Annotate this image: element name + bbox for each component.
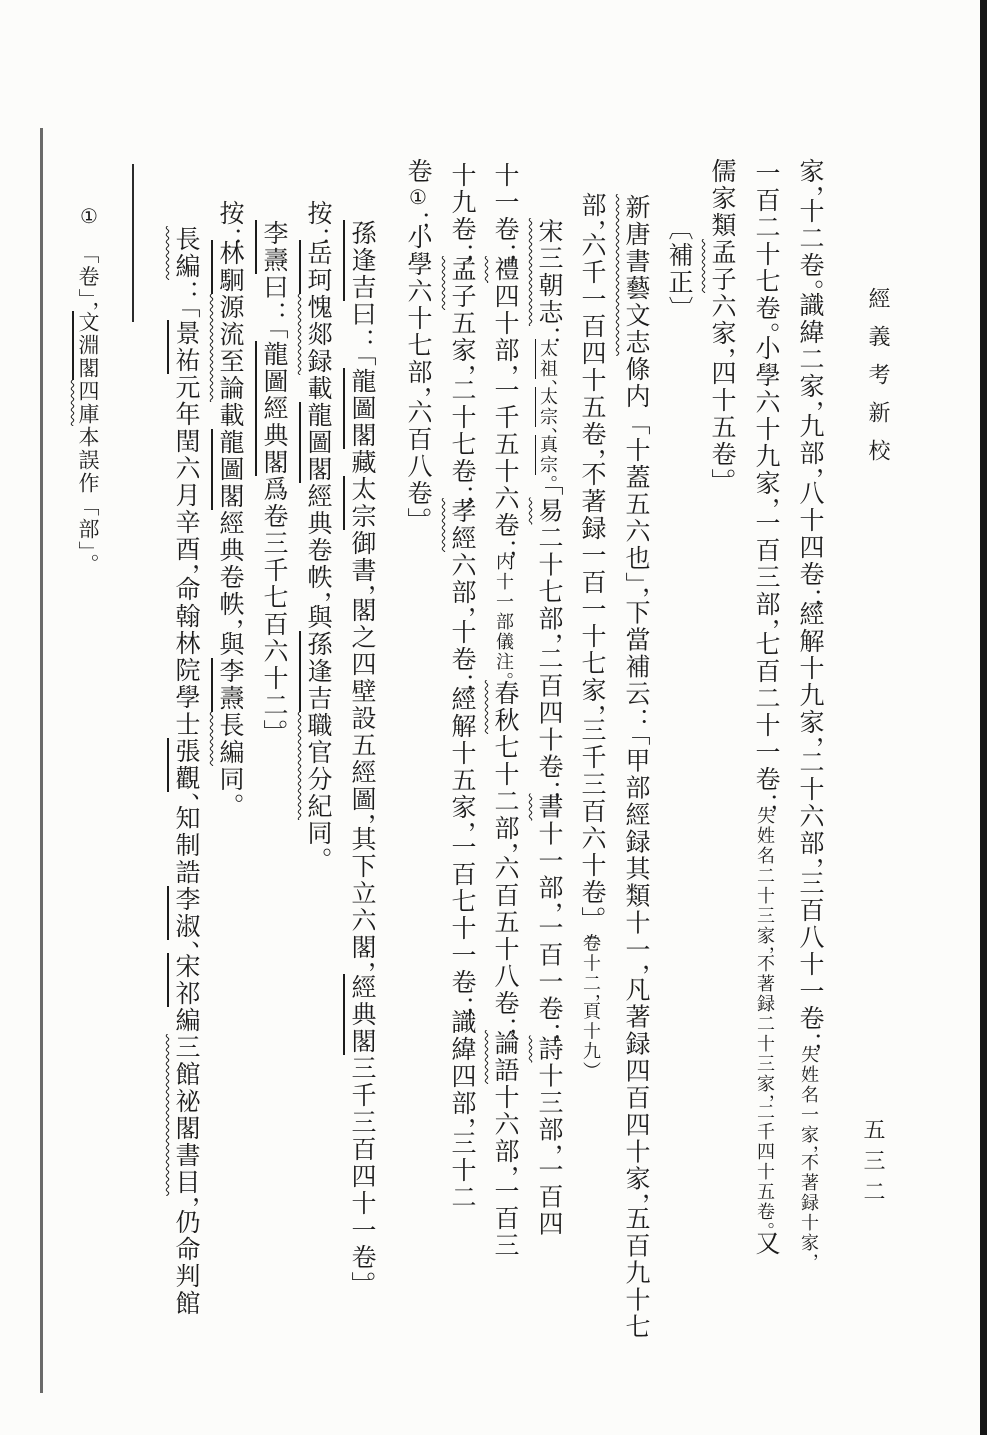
book-title-mark: 孝經 xyxy=(448,498,475,552)
text-column-9 xyxy=(448,162,475,1211)
book-title-mark: 孟子 xyxy=(708,239,735,293)
page-title: 經義考新校 xyxy=(866,287,891,477)
text-segment: ：「 xyxy=(172,280,199,320)
text-segment: 經典卷帙，與 xyxy=(216,510,243,658)
book-title-mark: 禮 xyxy=(491,256,518,283)
interlinear-note: 内十一部儀注。 xyxy=(494,552,514,680)
footnote-separator xyxy=(132,164,134,322)
proper-name-mark: 宋祁 xyxy=(172,953,199,1007)
interlinear-note: 失姓名一家，不著録十家， xyxy=(799,1045,819,1261)
text-segment xyxy=(76,230,100,253)
proper-name-mark: 經典閣 xyxy=(348,974,375,1055)
text-segment: 按： xyxy=(304,200,331,240)
text-segment: 〔補正〕 xyxy=(665,215,692,323)
proper-name-mark: 孫逢吉 xyxy=(304,631,331,712)
text-column-6 xyxy=(578,192,605,1070)
proper-name-mark: 景祐 xyxy=(172,320,199,374)
text-segment: 編 xyxy=(172,1007,199,1034)
text-segment: 、 xyxy=(172,940,199,953)
text-segment: 二十七部，二百四十卷； xyxy=(535,524,562,794)
book-title-mark: 四庫 xyxy=(76,380,100,426)
book-title-mark: 源流至論 xyxy=(216,294,243,402)
interlinear-note: 。 xyxy=(538,475,558,483)
text-segment: 、知制誥 xyxy=(172,792,199,886)
text-segment: 四十部，一千五十六卷； xyxy=(491,283,518,552)
text-segment: 同。 xyxy=(304,820,331,860)
text-segment: 同。 xyxy=(216,766,243,806)
text-segment: 經典卷帙，與 xyxy=(304,483,331,631)
proper-name-mark: 張觀 xyxy=(172,738,199,792)
text-segment: 三千三百四十一卷。」 xyxy=(348,1055,375,1299)
text-column-15 xyxy=(172,226,199,1317)
book-title-mark: 書 xyxy=(535,793,562,821)
page-gutter-shadow xyxy=(40,128,43,1393)
text-segment: 本誤作「部」。 xyxy=(76,426,100,564)
interlinear-note: 失姓名二十三家，不著録二十三家，二千四十五卷。 xyxy=(755,806,775,1230)
text-segment: 十三部，一百四 xyxy=(535,1062,562,1238)
proper-name-mark: 李燾 xyxy=(216,658,243,712)
proper-name-mark: 文淵閣 xyxy=(76,311,100,380)
text-column-5 xyxy=(622,194,649,1341)
text-segment: 一百二十七卷。小學六十九家，一百三部，七百二十一卷； xyxy=(752,160,779,806)
text-segment: 爲卷三千七百六十二。」 xyxy=(260,476,287,747)
book-title-mark: 三館祕閣書目 xyxy=(172,1034,199,1196)
text-segment: 十六部，一百三 xyxy=(491,1084,518,1259)
text-segment: 藏 xyxy=(348,449,375,476)
interlinear-note: 、 xyxy=(538,379,558,387)
text-segment: 「 xyxy=(535,483,562,498)
footnote-1 xyxy=(74,204,101,564)
book-title-mark: 論語 xyxy=(491,1030,518,1084)
text-segment: 曰：「 xyxy=(348,301,375,368)
text-segment: 家，十二卷。識緯二家，九部，八十四卷；經解十九家，二十六部，三百八十一卷； xyxy=(796,158,823,1045)
footnote-ref: ① xyxy=(77,204,99,230)
text-segment: 卷 xyxy=(404,158,431,185)
text-segment: 十九卷； xyxy=(448,162,475,256)
text-segment: 按： xyxy=(216,200,243,240)
proper-name-mark: 李淑 xyxy=(172,886,199,940)
book-title-mark: 新唐書藝文志 xyxy=(622,194,649,356)
text-segment: 五家，二十七卷； xyxy=(448,310,475,498)
book-title-mark: 愧郯録 xyxy=(304,294,331,375)
text-segment: 六家，四十五卷。」 xyxy=(708,293,735,496)
text-segment: ；小學六十七部，六百八卷。」 xyxy=(404,211,431,535)
text-segment: 七十二部，六百五十八卷； xyxy=(491,734,518,1030)
book-title-mark: 詩 xyxy=(535,1035,562,1063)
text-segment: 「卷」， xyxy=(76,253,100,311)
page-edge-right xyxy=(980,0,987,1435)
book-title-mark: 春秋 xyxy=(491,680,518,734)
interlinear-note-name: 太祖 xyxy=(538,339,558,379)
proper-name-mark: 龍圖閣 xyxy=(216,429,243,510)
proper-name-mark: 李燾 xyxy=(260,220,287,274)
proper-name-mark: 太宗 xyxy=(348,476,375,530)
interlinear-note: 、 xyxy=(538,427,558,435)
interlinear-note-name: 真宗 xyxy=(538,435,558,475)
text-column-1 xyxy=(796,158,823,1261)
proper-name-mark: 龍圖經典閣 xyxy=(260,341,287,476)
proper-name-mark: 龍圖閣 xyxy=(304,402,331,483)
text-column-3 xyxy=(708,158,735,496)
proper-name-mark: 孫逢吉 xyxy=(348,220,375,301)
text-segment: 六部，十卷；經解十五家，一百七十一卷；識緯四部，三十二 xyxy=(448,552,475,1211)
book-title-mark: 宋三朝志 xyxy=(535,218,562,326)
text-segment: 載 xyxy=(304,375,331,402)
text-column-13 xyxy=(260,220,287,747)
text-segment: 曰：「 xyxy=(260,274,287,341)
interlinear-note: 卷十二，頁十九） xyxy=(581,933,601,1070)
text-column-2 xyxy=(752,160,779,1257)
book-title-mark: 長編 xyxy=(216,712,243,766)
page-number: 五三二 xyxy=(861,1118,886,1211)
text-segment: 又 xyxy=(752,1230,779,1257)
text-column-11 xyxy=(348,220,375,1299)
section-header-buzheng xyxy=(665,215,692,323)
text-segment: ： xyxy=(535,326,562,339)
proper-name-mark: 岳珂 xyxy=(304,240,331,294)
proper-name-mark: 龍圖閣 xyxy=(348,368,375,449)
proper-name-mark: 林駉 xyxy=(216,240,243,294)
book-title-mark: 長編 xyxy=(172,226,199,280)
text-column-10 xyxy=(404,158,431,535)
text-column-12 xyxy=(304,200,331,860)
text-segment: 御書，閣之四壁設五經圖，其下立六閣， xyxy=(348,530,375,974)
text-segment: 元年閏六月辛酉，命翰林院學士 xyxy=(172,374,199,738)
text-segment: 部，六千一百四十五卷，不著録一百一十七家，三千三百六十卷。」 xyxy=(578,192,605,934)
book-title-mark: 職官分紀 xyxy=(304,712,331,820)
text-segment: 條内「十蓋五六也」，下當補云：「甲部經録其類十一，凡著録四百四十家，五百九十七 xyxy=(622,356,649,1341)
text-segment: ，仍命判館 xyxy=(172,1196,199,1317)
text-segment: 十一部，一百一卷； xyxy=(535,820,562,1036)
footnote-ref: ① xyxy=(406,185,428,211)
book-title-mark: 孟子 xyxy=(448,256,475,310)
interlinear-note-name: 太宗 xyxy=(538,387,558,427)
text-segment: 儒家類 xyxy=(708,158,735,239)
text-column-14 xyxy=(216,200,243,806)
text-column-8 xyxy=(491,162,518,1259)
text-segment: 十一卷； xyxy=(491,162,518,256)
book-title-mark: 易 xyxy=(535,497,562,525)
text-segment: 載 xyxy=(216,402,243,429)
text-column-7 xyxy=(535,218,562,1238)
